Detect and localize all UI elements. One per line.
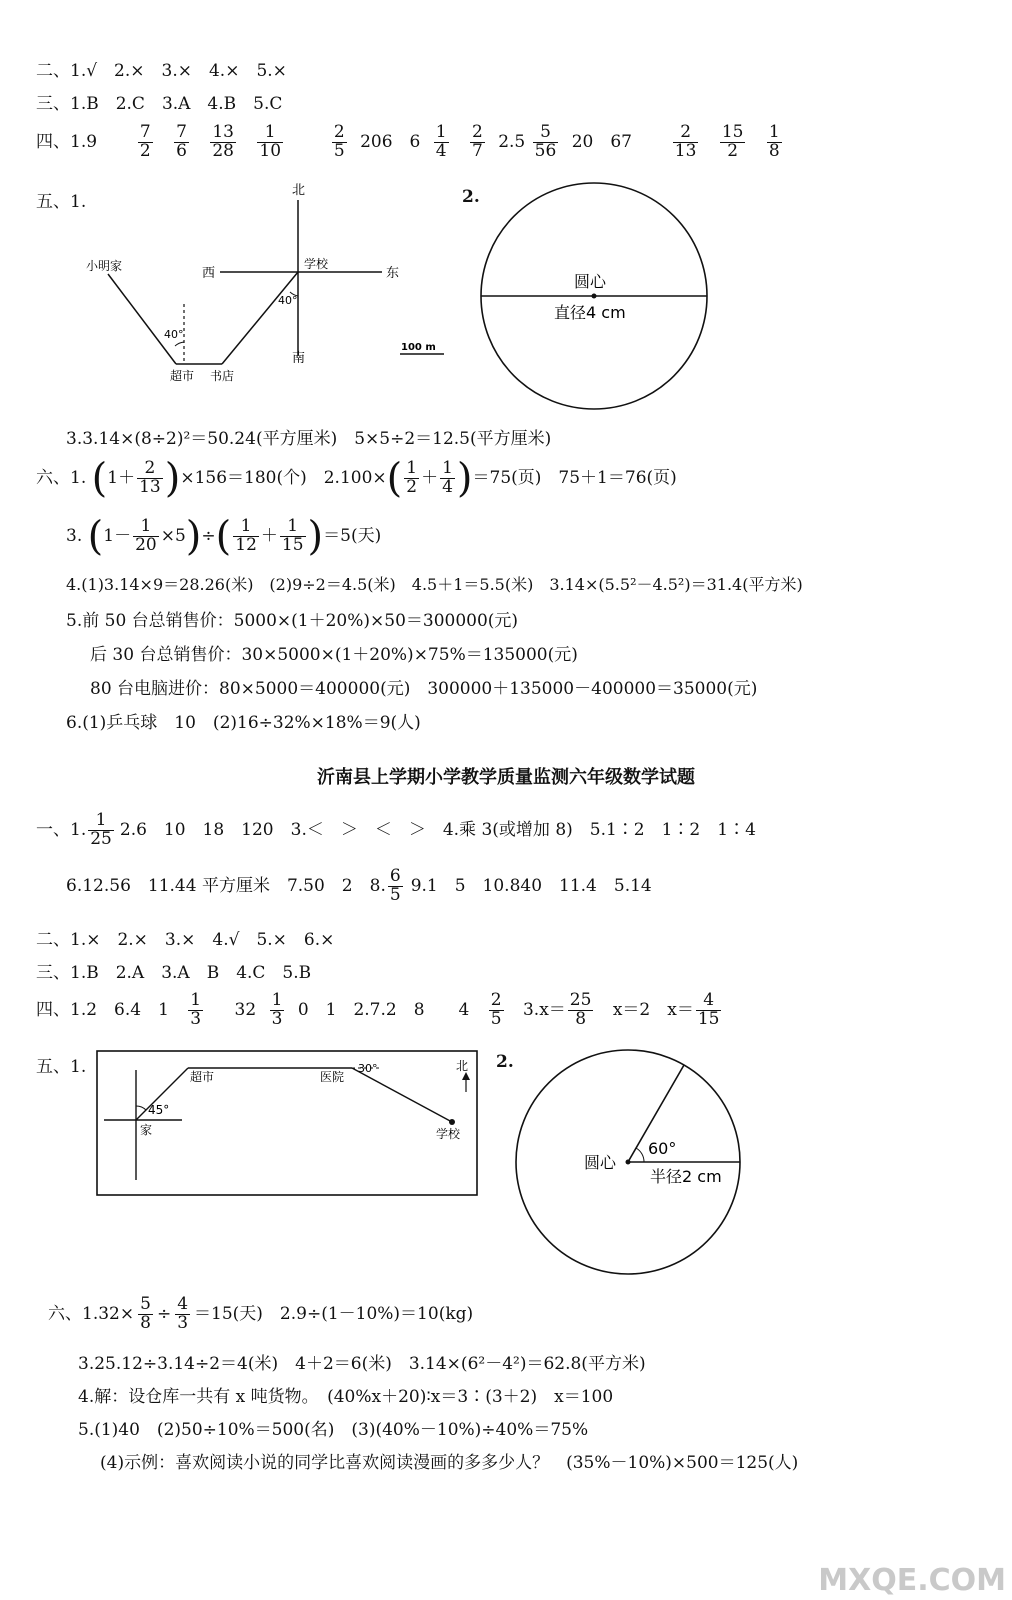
angle-label: 40° [164, 328, 184, 341]
answer-line-word-2-5: 5.(1)40 (2)50÷10%＝500(名) (3)(40%－10%)÷40%＝75% [78, 1420, 589, 1440]
market-label: 超市 [170, 369, 195, 383]
fraction: $\frac{1}{3}$ [271, 990, 283, 1029]
expr: ＝15(天) 2.9÷(1－10%)＝10(kg) [194, 1303, 474, 1324]
calc-values: 0 1 2.7.2 8 4 [297, 999, 470, 1020]
path-bookstore-school [222, 272, 298, 364]
angle-label: 40° [278, 294, 298, 307]
fraction: $\frac{5}{56}$ [534, 122, 557, 161]
expr: ＋ [421, 467, 439, 488]
fraction: $\frac{15}{2}$ [721, 122, 744, 161]
fraction: $\frac{2}{7}$ [471, 122, 483, 161]
expr: ＝75(页) 75＋1＝76(页) [472, 467, 677, 488]
fill-values: 2.6 10 18 120 3.＜ ＞ ＜ ＞ 4.乘 3(或增加 8) 5.1∶2 1∶2 1∶4 [119, 819, 756, 840]
fraction: $\frac{1}{8}$ [768, 122, 780, 161]
prefix: 四、1.2 6.4 1 [36, 999, 169, 1020]
fraction: $\frac{1}{15}$ [281, 516, 304, 555]
angle-label: 30° [358, 1062, 378, 1075]
answer-line-fill-1 [36, 812, 756, 849]
circle-diagram-1 [476, 180, 716, 412]
calc-values: x＝2 x＝ [612, 999, 694, 1020]
diameter-label: 直径4 cm [554, 303, 626, 322]
north-label: 北 [456, 1059, 469, 1073]
answer-line-word-5c: 80 台电脑进价：80×5000＝400000(元) 300000＋135000－400000＝35000(元) [90, 679, 758, 699]
fraction: $\frac{1}{20}$ [135, 516, 157, 555]
fraction: $\frac{2}{13}$ [139, 458, 161, 497]
home-label: 家 [140, 1123, 153, 1137]
answer-line-word-3: 3. (1－ $\frac{1}{20}$ ×5)÷( $\frac{1}{12}$ ＋ $\frac{1}{15}$ )＝5(天) [66, 513, 382, 560]
fraction: $\frac{2}{13}$ [674, 122, 697, 161]
expr: ＋ [260, 525, 278, 546]
drawing-question-label-2: 五、1. [36, 1057, 87, 1077]
answer-line-word-2-4: 4.解：设仓库一共有 x 吨货物。 (40%x＋20)∶x＝3∶(3＋2) x＝100 [78, 1387, 614, 1407]
calc-values: 2.5 [498, 131, 526, 152]
fraction: $\frac{1}{12}$ [235, 516, 257, 555]
fraction: $\frac{1}{3}$ [190, 990, 202, 1029]
fraction: $\frac{7}{2}$ [139, 122, 151, 161]
answer-line-judge-2: 二、1.× 2.× 3.× 4.√ 5.× 6.× [36, 930, 335, 950]
circle-diagram-2 [512, 1048, 752, 1280]
answer-line-word-5b: 后 30 台总销售价：30×5000×(1＋20%)×75%＝135000(元) [90, 645, 578, 665]
prefix: 一、1. [36, 819, 87, 840]
fraction: $\frac{2}{5}$ [333, 122, 345, 161]
question-2-label: 2. [462, 187, 480, 207]
calc-prefix: 四、1.9 [36, 131, 98, 152]
angle-label: 60° [648, 1139, 677, 1158]
fraction: $\frac{6}{5}$ [389, 866, 401, 905]
answer-line-word-2-3: 3.25.12÷3.14÷2＝4(米) 4＋2＝6(米) 3.14×(6²－4²)＝62.8(平方米) [78, 1354, 646, 1374]
answer-line-choice: 三、1.B 2.C 3.A 4.B 5.C [36, 94, 283, 114]
answer-line-area: 3.3.14×(8÷2)²＝50.24(平方厘米) 5×5÷2＝12.5(平方厘米) [66, 429, 552, 449]
calc-values: 3.x＝ [522, 999, 566, 1020]
answer-line-word-6: 6.(1)乒乓球 10 (2)16÷32%×18%＝9(人) [66, 713, 421, 733]
answer-line-choice-2: 三、1.B 2.A 3.A B 4.C 5.B [36, 963, 312, 983]
answer-line-word-2-5-4: (4)示例：喜欢阅读小说的同学比喜欢阅读漫画的多多少人？ (35%－10%)×500＝125(人) [100, 1453, 799, 1473]
answer-line-fill-2 [66, 868, 652, 905]
section-title: 沂南县上学期小学教学质量监测六年级数学试题 [317, 767, 695, 788]
expr: ×156＝180(个) 2.100× [180, 467, 387, 488]
answer-line-word-2-1 [48, 1296, 473, 1333]
north-label: 北 [292, 183, 306, 198]
fraction: $\frac{1}{2}$ [406, 458, 418, 497]
west-label: 西 [202, 266, 216, 281]
answer-line-word-1: 六、1. (1＋ $\frac{2}{13}$ )×156＝180(个) 2.100×( $\frac{1}{2}$ ＋ $\frac{1}{4}$ )＝75(页) 75＋1＝76(页) [36, 455, 677, 502]
fraction: $\frac{1}{4}$ [442, 458, 453, 497]
market-label: 超市 [190, 1070, 215, 1084]
calc-values: 206 6 [360, 131, 421, 152]
answer-line-word-5a: 5.前 50 台总销售价：5000×(1＋20%)×50＝300000(元) [66, 611, 519, 631]
answer-line-word-4: 4.(1)3.14×9＝28.26(米) (2)9÷2＝4.5(米) 4.5＋1＝5.5(米) 3.14×(5.5²－4.5²)＝31.4(平方米) [66, 575, 803, 594]
home-label: 小明家 [86, 259, 123, 273]
fraction: $\frac{7}{6}$ [176, 122, 187, 161]
school-label: 学校 [436, 1127, 461, 1141]
fraction: $\frac{1}{10}$ [259, 122, 282, 161]
expr: ＝5(天) [323, 525, 382, 546]
direction-map-2 [96, 1050, 486, 1200]
radius-label: 半径2 cm [650, 1167, 722, 1186]
map-frame [97, 1051, 477, 1195]
calc-values: 32 [234, 999, 257, 1020]
direction-map-1 [80, 178, 460, 388]
south-label: 南 [292, 351, 306, 366]
fraction: $\frac{25}{8}$ [569, 990, 592, 1029]
prefix: 六、1. [36, 467, 87, 488]
expr: ÷ [201, 525, 216, 546]
calc-values: 20 67 [571, 131, 632, 152]
expr: ×5 [160, 525, 186, 546]
expr: ÷ [156, 1303, 172, 1324]
fraction: $\frac{4}{3}$ [177, 1294, 189, 1333]
answer-line-calc [36, 124, 790, 161]
fraction: $\frac{1}{4}$ [435, 122, 447, 161]
bookstore-label: 书店 [210, 369, 235, 383]
prefix: 六、1.32× [48, 1303, 135, 1324]
path-home-market [108, 274, 176, 364]
angle-label: 45° [148, 1103, 170, 1117]
center-point [626, 1160, 631, 1165]
hospital-label: 医院 [320, 1070, 345, 1084]
prefix: 6.12.56 11.44 平方厘米 7.50 2 8. [66, 875, 386, 896]
fill-values: 9.1 5 10.840 11.4 5.14 [410, 875, 652, 896]
path-hospital-school [352, 1068, 452, 1122]
drawing-question-label: 五、1. [36, 192, 87, 212]
expr: 1＋ [107, 467, 136, 488]
school-label: 学校 [304, 257, 329, 271]
answer-line-judge: 二、1.√ 2.× 3.× 4.× 5.× [36, 61, 287, 81]
question-2-label-2: 2. [496, 1052, 514, 1072]
fraction: $\frac{4}{15}$ [697, 990, 720, 1029]
expr: 1－ [103, 525, 132, 546]
fraction: $\frac{1}{25}$ [90, 810, 112, 849]
east-label: 东 [386, 266, 400, 281]
prefix: 3. [66, 525, 83, 546]
school-point [449, 1119, 455, 1125]
fraction: $\frac{5}{8}$ [140, 1294, 151, 1333]
answer-line-calc-2 [36, 992, 723, 1029]
fraction: $\frac{2}{5}$ [490, 990, 502, 1029]
center-label: 圆心 [584, 1153, 617, 1172]
scale-label: 100 m [401, 342, 436, 353]
center-label: 圆心 [574, 272, 607, 291]
center-point [592, 294, 597, 299]
watermark: MXQE.COM [818, 1563, 1006, 1598]
fraction: $\frac{13}{28}$ [212, 122, 234, 161]
